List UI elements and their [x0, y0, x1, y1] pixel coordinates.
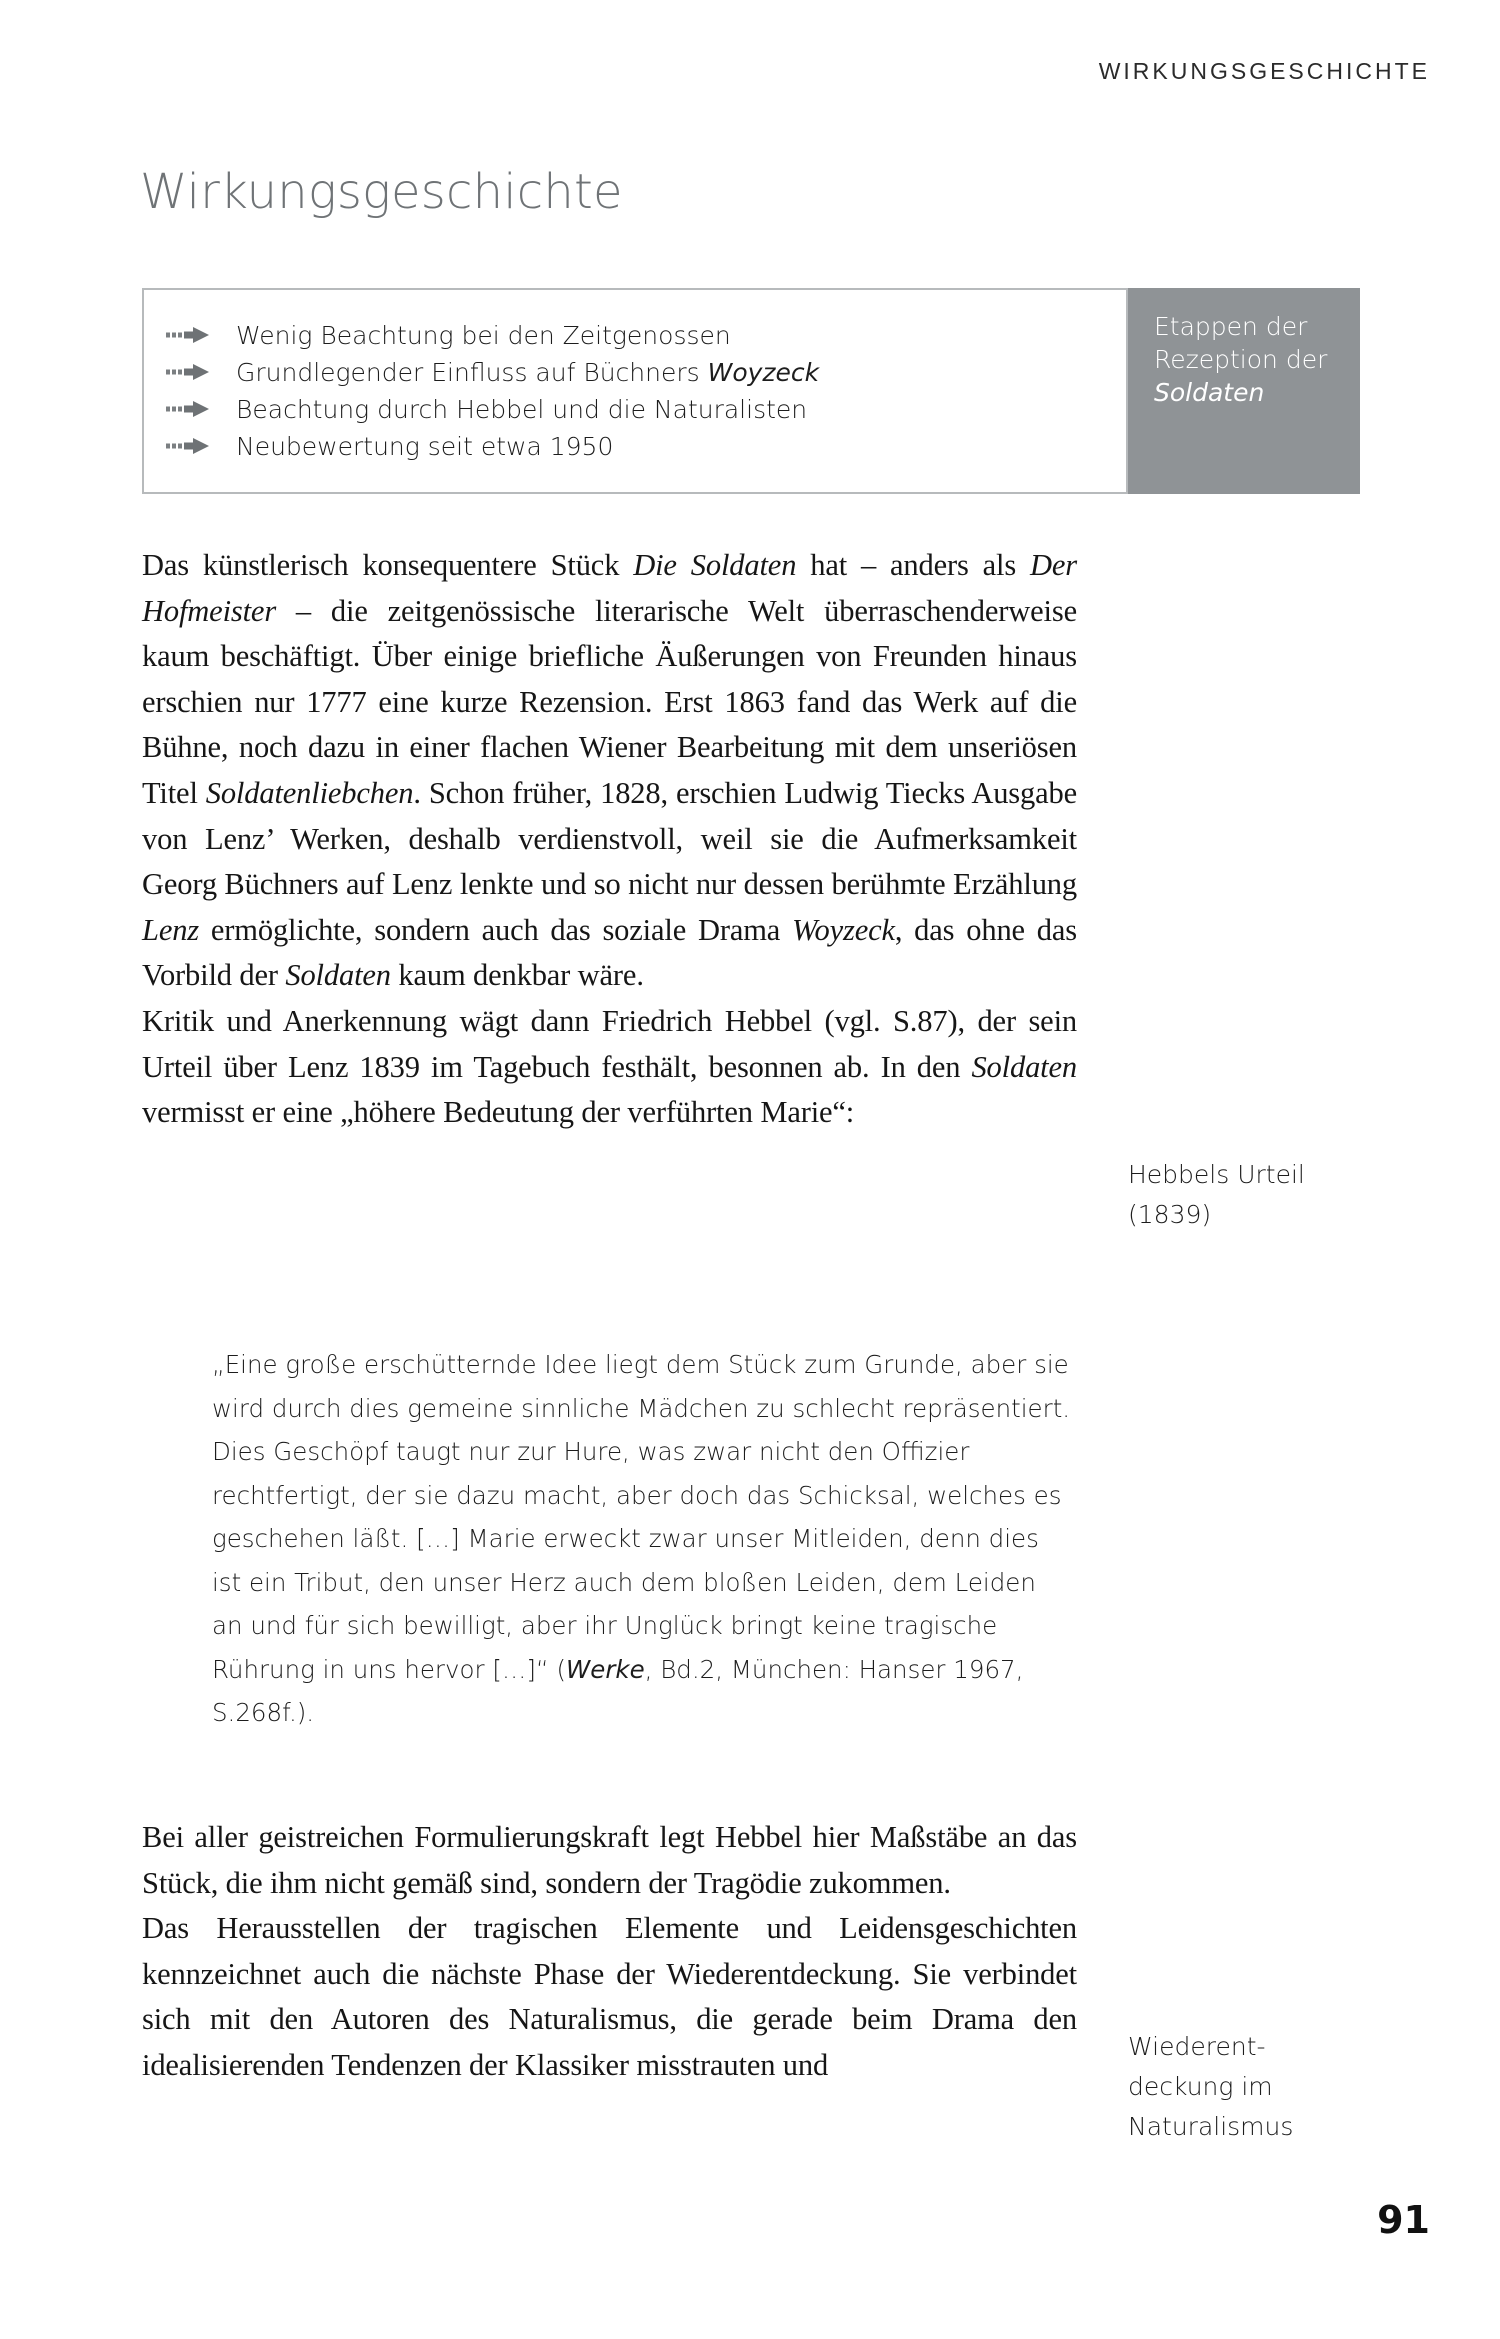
body-paragraph-group-1: [142, 543, 1077, 1136]
arrow-right-icon: [144, 353, 236, 390]
list-item-label: Wenig Beachtung bei den Zeitgenossen: [236, 320, 731, 350]
sidebar-callout-line-3: Soldaten: [1154, 378, 1265, 407]
list-item: [144, 316, 1126, 353]
sidebar-callout-line-1: Etappen der: [1154, 312, 1308, 341]
summary-row: [142, 288, 1360, 494]
body-paragraph: Kritik und Anerkennung wägt dann Friedrich Hebbel (vgl. S.87), der sein Urteil über Lenz 1839 im Tagebuch festhält, besonnen ab. In den Soldaten vermisst er eine „höhere Bedeutung der verführten Marie“:: [142, 1003, 1077, 1130]
body-paragraph: Bei aller geistreichen Formulierungskraft legt Hebbel hier Maßstäbe an das Stück, die ihm nicht gemäß sind, sondern der Tragödie zukommen.: [142, 1820, 1077, 1900]
list-item: [144, 390, 1126, 427]
arrow-right-icon: [144, 427, 236, 464]
list-item-label: Beachtung durch Hebbel und die Naturalisten: [236, 394, 808, 424]
arrow-right-icon: [144, 316, 236, 353]
body-paragraph: Das Herausstellen der tragischen Elemente und Leidensgeschichten kennzeichnet auch die nächste Phase der Wiederentdeckung. Sie verbindet sich mit den Autoren des Naturalismus, die gerade beim Drama den idealisierenden Tendenzen der Klassiker misstrauten und: [142, 1911, 1077, 2082]
list-item: [144, 427, 1126, 464]
list-item: [144, 353, 1126, 390]
page-title: Wirkungsgeschichte: [140, 164, 623, 220]
list-item-label: Neubewertung seit etwa 1950: [236, 431, 614, 461]
arrow-right-icon: [144, 390, 236, 427]
bullet-list: [144, 316, 1126, 464]
body-paragraph-group-2: [142, 1815, 1077, 2089]
running-header: WIRKUNGSGESCHICHTE: [1098, 58, 1430, 84]
body-paragraph: Das künstlerisch konsequentere Stück Die Soldaten hat – anders als Der Hofmeister – die zeitgenössische literarische Welt überraschenderweise kaum beschäftigt. Über einige briefliche Äußerungen von Freunden hinaus erschien nur 1777 eine kurze Rezension. Erst 1863 fand das Werk auf die Bühne, noch dazu in einer flachen Wiener Bearbeitung mit dem unseriösen Titel Soldatenliebchen. Schon früher, 1828, erschien Ludwig Tiecks Ausgabe von Lenz’ Werken, deshalb verdienstvoll, weil sie die Aufmerksamkeit Georg Büchners auf Lenz lenkte und so nicht nur dessen berühmte Erzählung Lenz ermöglichte, sondern auch das soziale Drama Woyzeck, das ohne das Vorbild der Soldaten kaum denkbar wäre.: [142, 548, 1077, 993]
sidebar-callout-line-2: Rezeption der: [1154, 345, 1328, 374]
margin-note-wiederentdeckung: Wiederent- deckung im Naturalismus: [1128, 2032, 1294, 2141]
page-number: 91: [1377, 2198, 1430, 2242]
margin-note-hebbels-urteil: Hebbels Urteil (1839): [1128, 1160, 1305, 1229]
blockquote: „Eine große erschütternde Idee liegt dem Stück zum Grunde, aber sie wird durch dies gemeine sinnliche Mädchen zu schlecht repräsentiert. Dies Geschöpf taugt nur zur Hure, was zwar nicht den Offizier rechtfertigt, der sie dazu macht, aber doch das Schicksal, welches es geschehen läßt. […] Marie erweckt zwar unser Mitleiden, denn dies ist ein Tribut, den unser Herz auch dem bloßen Leiden, dem Leiden an und für sich bewilligt, aber ihr Unglück bringt keine tragische Rührung in uns hervor […]“ (Werke, Bd.2, München: Hanser 1967, S.268f.).: [212, 1350, 1071, 1727]
sidebar-callout-box: [1128, 288, 1360, 494]
list-item-label: Grundlegender Einfluss auf Büchners Woyzeck: [236, 357, 820, 387]
summary-bullet-box: [142, 288, 1128, 494]
